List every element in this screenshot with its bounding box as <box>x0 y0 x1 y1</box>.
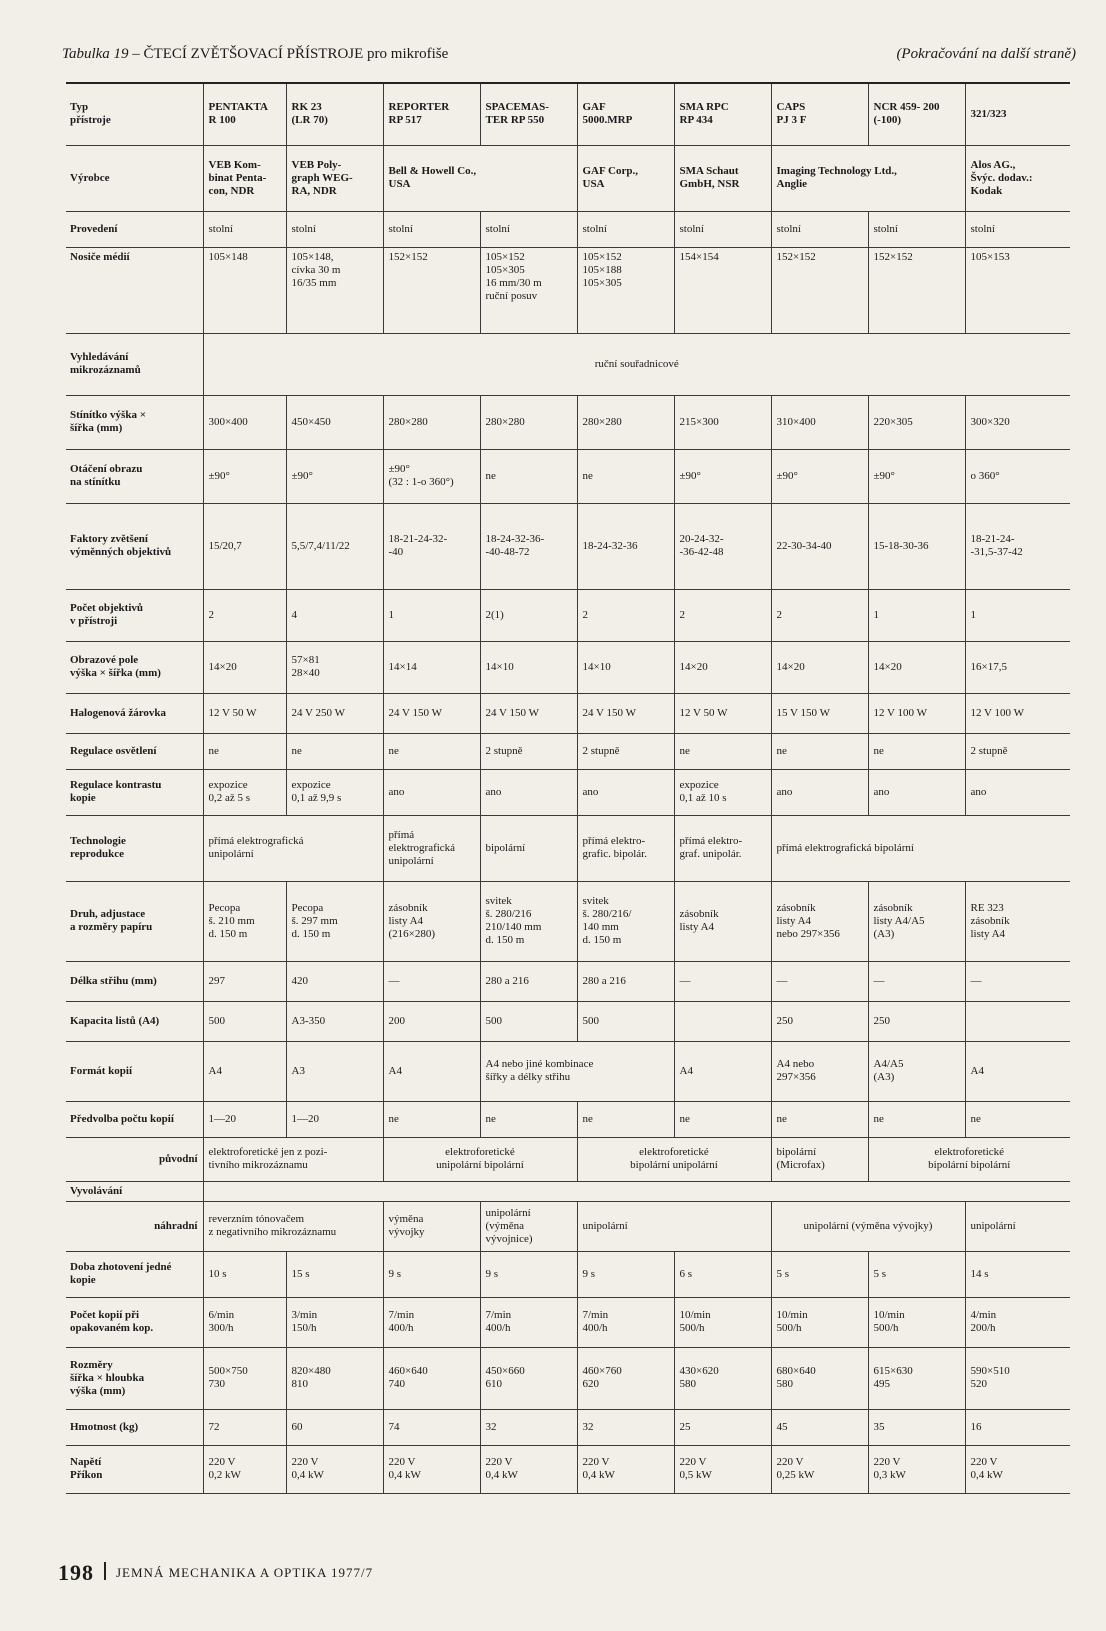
cell: GAF Corp., USA <box>577 145 674 211</box>
cell: 72 <box>203 1409 286 1445</box>
cell: 16×17,5 <box>965 641 1070 693</box>
cell: 250 <box>868 1001 965 1041</box>
cell: elektroforetické bipolární unipolární <box>577 1137 771 1181</box>
cell: 500×750 730 <box>203 1347 286 1409</box>
cell: 14×14 <box>383 641 480 693</box>
cell: 220 V 0,3 kW <box>868 1445 965 1493</box>
table-title <box>62 46 448 63</box>
cell: expozice 0,1 až 10 s <box>674 769 771 815</box>
cell: PENTAKTA R 100 <box>203 83 286 145</box>
page-number: 198 <box>58 1560 94 1585</box>
cell: expozice 0,2 až 5 s <box>203 769 286 815</box>
row-predvolba <box>66 1101 1070 1137</box>
cell: 280×280 <box>577 395 674 449</box>
cell: 2 stupně <box>577 733 674 769</box>
row-label: Typ přístroje <box>66 83 203 145</box>
row-label: Obrazové pole výška × šířka (mm) <box>66 641 203 693</box>
row-delka-strihu <box>66 961 1070 1001</box>
row-vyvolavani-nahradni <box>66 1201 1070 1251</box>
row-label: Formát kopií <box>66 1041 203 1101</box>
row-doba <box>66 1251 1070 1297</box>
cell: 4 <box>286 589 383 641</box>
cell: 10/min 500/h <box>868 1297 965 1347</box>
cell: 15-18-30-36 <box>868 503 965 589</box>
cell: — <box>383 961 480 1001</box>
cell: 321/323 <box>965 83 1070 145</box>
cell: A4 nebo jiné kombinace šířky a délky střihu <box>480 1041 674 1101</box>
cell: stolní <box>286 211 383 247</box>
cell: 2 <box>674 589 771 641</box>
cell: CAPS PJ 3 F <box>771 83 868 145</box>
cell: stolní <box>480 211 577 247</box>
cell: elektroforetické unipolární bipolární <box>383 1137 577 1181</box>
cell: ne <box>577 1101 674 1137</box>
row-label: Faktory zvětšení výměnných objektivů <box>66 503 203 589</box>
cell: ne <box>771 733 868 769</box>
cell: reverzním tónovačem z negativního mikrozáznamu <box>203 1201 383 1251</box>
cell: 105×152 105×305 16 mm/30 m ruční posuv <box>480 247 577 333</box>
cell: 215×300 <box>674 395 771 449</box>
cell: 9 s <box>480 1251 577 1297</box>
comparison-table <box>66 82 1070 1494</box>
cell: 1 <box>965 589 1070 641</box>
cell: 680×640 580 <box>771 1347 868 1409</box>
cell: 35 <box>868 1409 965 1445</box>
cell: 152×152 <box>383 247 480 333</box>
cell: 220 V 0,5 kW <box>674 1445 771 1493</box>
cell: ne <box>965 1101 1070 1137</box>
cell: 15 s <box>286 1251 383 1297</box>
cell: 220 V 0,4 kW <box>286 1445 383 1493</box>
cell: stolní <box>868 211 965 247</box>
row-label: Provedení <box>66 211 203 247</box>
cell: 18-21-24-32- -40 <box>383 503 480 589</box>
cell: ano <box>771 769 868 815</box>
cell: A4 <box>383 1041 480 1101</box>
cell: Pecopa š. 210 mm d. 150 m <box>203 881 286 961</box>
cell: ne <box>383 733 480 769</box>
cell: 12 V 100 W <box>965 693 1070 733</box>
cell: svitek š. 280/216/ 140 mm d. 150 m <box>577 881 674 961</box>
cell: 220 V 0,4 kW <box>577 1445 674 1493</box>
cell: 820×480 810 <box>286 1347 383 1409</box>
row-obrazove-pole <box>66 641 1070 693</box>
cell: 460×640 740 <box>383 1347 480 1409</box>
cell: ano <box>383 769 480 815</box>
cell: 32 <box>480 1409 577 1445</box>
row-label: Kapacita listů (A4) <box>66 1001 203 1041</box>
cell: — <box>868 961 965 1001</box>
cell: 12 V 50 W <box>203 693 286 733</box>
cell: 154×154 <box>674 247 771 333</box>
cell: A4 <box>674 1041 771 1101</box>
cell: 220 V 0,2 kW <box>203 1445 286 1493</box>
cell: přímá elektro- grafic. bipolár. <box>577 815 674 881</box>
cell: 5 s <box>771 1251 868 1297</box>
cell: přímá elektrografická unipolární <box>383 815 480 881</box>
row-label: Doba zhotovení jedné kopie <box>66 1251 203 1297</box>
cell: svitek š. 280/216 210/140 mm d. 150 m <box>480 881 577 961</box>
cell: 7/min 400/h <box>480 1297 577 1347</box>
row-label: Otáčení obrazu na stínítku <box>66 449 203 503</box>
row-vyvolavani <box>66 1181 1070 1201</box>
cell: 6/min 300/h <box>203 1297 286 1347</box>
cell: 18-24-32-36- -40-48-72 <box>480 503 577 589</box>
cell: 500 <box>203 1001 286 1041</box>
row-label: Vyhledávání mikrozáznamů <box>66 333 203 395</box>
cell: zásobník listy A4 (216×280) <box>383 881 480 961</box>
cell: 10/min 500/h <box>771 1297 868 1347</box>
cell: ±90° <box>868 449 965 503</box>
journal-name: JEMNÁ MECHANIKA A OPTIKA 1977/7 <box>116 1565 374 1580</box>
row-label: Délka střihu (mm) <box>66 961 203 1001</box>
row-label: Vyvolávání <box>66 1181 203 1201</box>
cell: 590×510 520 <box>965 1347 1070 1409</box>
row-label: Hmotnost (kg) <box>66 1409 203 1445</box>
row-technologie <box>66 815 1070 881</box>
row-typ <box>66 83 1070 145</box>
cell: ne <box>383 1101 480 1137</box>
cell: ±90° <box>286 449 383 503</box>
row-regulace-osvetleni <box>66 733 1070 769</box>
cell: stolní <box>577 211 674 247</box>
cell: 220 V 0,4 kW <box>480 1445 577 1493</box>
row-label: Výrobce <box>66 145 203 211</box>
cell: Imaging Technology Ltd., Anglie <box>771 145 965 211</box>
cell: 1—20 <box>203 1101 286 1137</box>
row-stinitko <box>66 395 1070 449</box>
cell: zásobník listy A4/A5 (A3) <box>868 881 965 961</box>
cell: 105×152 105×188 105×305 <box>577 247 674 333</box>
cell: 18-24-32-36 <box>577 503 674 589</box>
cell: 310×400 <box>771 395 868 449</box>
row-label: Počet kopií při opakovaném kop. <box>66 1297 203 1347</box>
cell: 200 <box>383 1001 480 1041</box>
cell: 500 <box>577 1001 674 1041</box>
cell: 450×450 <box>286 395 383 449</box>
cell: stolní <box>965 211 1070 247</box>
cell: 300×320 <box>965 395 1070 449</box>
cell: 2 stupně <box>965 733 1070 769</box>
cell: 1 <box>868 589 965 641</box>
cell: přímá elektrografická unipolární <box>203 815 383 881</box>
cell: 14×20 <box>771 641 868 693</box>
cell: 20-24-32- -36-42-48 <box>674 503 771 589</box>
cell: stolní <box>383 211 480 247</box>
cell: 280×280 <box>480 395 577 449</box>
cell: o 360° <box>965 449 1070 503</box>
cell: 2(1) <box>480 589 577 641</box>
cell: 14×20 <box>868 641 965 693</box>
cell: 280 a 216 <box>577 961 674 1001</box>
cell: 14×10 <box>577 641 674 693</box>
cell: ne <box>577 449 674 503</box>
row-vyrobce <box>66 145 1070 211</box>
cell: ±90° <box>674 449 771 503</box>
row-druh-papiru <box>66 881 1070 961</box>
cell <box>203 1181 1070 1201</box>
cell: A3 <box>286 1041 383 1101</box>
cell: 22-30-34-40 <box>771 503 868 589</box>
cell: RK 23 (LR 70) <box>286 83 383 145</box>
cell: elektroforetické jen z pozi- tivního mikrozáznamu <box>203 1137 383 1181</box>
cell: ano <box>480 769 577 815</box>
cell: bipolární <box>480 815 577 881</box>
cell: 105×153 <box>965 247 1070 333</box>
cell: Bell & Howell Co., USA <box>383 145 577 211</box>
cell: VEB Poly- graph WEG- RA, NDR <box>286 145 383 211</box>
cell: 32 <box>577 1409 674 1445</box>
cell: SMA Schaut GmbH, NSR <box>674 145 771 211</box>
row-vyvolavani-puvodni <box>66 1137 1070 1181</box>
cell: A4/A5 (A3) <box>868 1041 965 1101</box>
cell: A4 <box>203 1041 286 1101</box>
cell: 24 V 250 W <box>286 693 383 733</box>
row-faktory <box>66 503 1070 589</box>
cell: 450×660 610 <box>480 1347 577 1409</box>
row-label: Rozměry šířka × hloubka výška (mm) <box>66 1347 203 1409</box>
cell <box>674 1001 771 1041</box>
cell: 280 a 216 <box>480 961 577 1001</box>
cell: ano <box>868 769 965 815</box>
cell: unipolární (výměna vývojnice) <box>480 1201 577 1251</box>
cell: 14×20 <box>674 641 771 693</box>
cell: ruční souřadnicové <box>203 333 1070 395</box>
cell: 16 <box>965 1409 1070 1445</box>
footer-divider <box>104 1562 106 1580</box>
cell: stolní <box>674 211 771 247</box>
cell: ne <box>203 733 286 769</box>
row-label: Druh, adjustace a rozměry papíru <box>66 881 203 961</box>
cell: 152×152 <box>771 247 868 333</box>
cell: 5,5/7,4/11/22 <box>286 503 383 589</box>
cell: 9 s <box>577 1251 674 1297</box>
cell: — <box>771 961 868 1001</box>
row-label: Napětí Příkon <box>66 1445 203 1493</box>
cell: 24 V 150 W <box>577 693 674 733</box>
cell: ne <box>286 733 383 769</box>
cell: NCR 459- 200 (-100) <box>868 83 965 145</box>
cell: ne <box>480 1101 577 1137</box>
cell: 1—20 <box>286 1101 383 1137</box>
cell: 5 s <box>868 1251 965 1297</box>
table-number: Tabulka 19 <box>62 46 129 62</box>
cell: zásobník listy A4 nebo 297×356 <box>771 881 868 961</box>
cell: 152×152 <box>868 247 965 333</box>
cell: 74 <box>383 1409 480 1445</box>
cell: REPORTER RP 517 <box>383 83 480 145</box>
cell: 4/min 200/h <box>965 1297 1070 1347</box>
cell: 297 <box>203 961 286 1001</box>
row-label: Regulace kontrastu kopie <box>66 769 203 815</box>
cell: ne <box>480 449 577 503</box>
cell: ne <box>868 1101 965 1137</box>
cell: výměna vývojky <box>383 1201 480 1251</box>
cell: 105×148 <box>203 247 286 333</box>
row-label: Halogenová žárovka <box>66 693 203 733</box>
cell: ±90° (32 : 1-o 360°) <box>383 449 480 503</box>
continued-note: (Pokračování na další straně) <box>896 46 1076 62</box>
row-label: Nosiče médií <box>66 247 203 333</box>
cell: 24 V 150 W <box>480 693 577 733</box>
row-label: náhradní <box>66 1201 203 1251</box>
cell: ne <box>674 1101 771 1137</box>
cell: 105×148, cívka 30 m 16/35 mm <box>286 247 383 333</box>
cell: zásobník listy A4 <box>674 881 771 961</box>
cell: 2 <box>203 589 286 641</box>
cell: ano <box>965 769 1070 815</box>
row-halogen <box>66 693 1070 733</box>
row-provedeni <box>66 211 1070 247</box>
cell: 460×760 620 <box>577 1347 674 1409</box>
cell: 60 <box>286 1409 383 1445</box>
cell: 25 <box>674 1409 771 1445</box>
cell: stolní <box>771 211 868 247</box>
row-pocet-kopii <box>66 1297 1070 1347</box>
row-nosice <box>66 247 1070 333</box>
row-label: Stínítko výška × šířka (mm) <box>66 395 203 449</box>
cell: 10/min 500/h <box>674 1297 771 1347</box>
cell: 280×280 <box>383 395 480 449</box>
cell: ne <box>868 733 965 769</box>
row-label: Technologie reprodukce <box>66 815 203 881</box>
cell: Pecopa š. 297 mm d. 150 m <box>286 881 383 961</box>
cell: 15 V 150 W <box>771 693 868 733</box>
row-label: původní <box>66 1137 203 1181</box>
row-vyhledavani <box>66 333 1070 395</box>
cell: 615×630 495 <box>868 1347 965 1409</box>
cell: 2 stupně <box>480 733 577 769</box>
cell: 220 V 0,4 kW <box>965 1445 1070 1493</box>
cell: ±90° <box>771 449 868 503</box>
cell: 2 <box>771 589 868 641</box>
table-title-text: – ČTECÍ ZVĚTŠOVACÍ PŘÍSTROJE pro mikrofiše <box>128 46 449 62</box>
cell: expozice 0,1 až 9,9 s <box>286 769 383 815</box>
cell: 7/min 400/h <box>383 1297 480 1347</box>
cell: 57×81 28×40 <box>286 641 383 693</box>
cell: 1 <box>383 589 480 641</box>
cell: RE 323 zásobník listy A4 <box>965 881 1070 961</box>
cell: 14×20 <box>203 641 286 693</box>
cell: ne <box>771 1101 868 1137</box>
row-pocet-objektivu <box>66 589 1070 641</box>
cell: 12 V 100 W <box>868 693 965 733</box>
row-format-kopii <box>66 1041 1070 1101</box>
row-regulace-kontrastu <box>66 769 1070 815</box>
cell: 10 s <box>203 1251 286 1297</box>
cell: ±90° <box>203 449 286 503</box>
row-label: Počet objektivů v přístroji <box>66 589 203 641</box>
cell: 45 <box>771 1409 868 1445</box>
cell: — <box>965 961 1070 1001</box>
cell: 250 <box>771 1001 868 1041</box>
cell: 300×400 <box>203 395 286 449</box>
cell: ano <box>577 769 674 815</box>
cell: unipolární <box>965 1201 1070 1251</box>
cell: GAF 5000.MRP <box>577 83 674 145</box>
cell: 220×305 <box>868 395 965 449</box>
cell: 3/min 150/h <box>286 1297 383 1347</box>
cell: přímá elektro- graf. unipolár. <box>674 815 771 881</box>
cell: SMA RPC RP 434 <box>674 83 771 145</box>
row-rozmery <box>66 1347 1070 1409</box>
cell: 18-21-24- -31,5-37-42 <box>965 503 1070 589</box>
row-kapacita <box>66 1001 1070 1041</box>
cell: 9 s <box>383 1251 480 1297</box>
cell: bipolární (Microfax) <box>771 1137 868 1181</box>
cell: unipolární (výměna vývojky) <box>771 1201 965 1251</box>
cell: SPACEMAS- TER RP 550 <box>480 83 577 145</box>
cell: 220 V 0,4 kW <box>383 1445 480 1493</box>
cell: unipolární <box>577 1201 771 1251</box>
cell: elektroforetické bipolární bipolární <box>868 1137 1070 1181</box>
cell: A4 <box>965 1041 1070 1101</box>
page-header <box>62 46 1076 68</box>
cell: 6 s <box>674 1251 771 1297</box>
cell <box>965 1001 1070 1041</box>
cell: Alos AG., Švýc. dodav.: Kodak <box>965 145 1070 211</box>
cell: — <box>674 961 771 1001</box>
cell: 24 V 150 W <box>383 693 480 733</box>
row-hmotnost <box>66 1409 1070 1445</box>
cell: 15/20,7 <box>203 503 286 589</box>
cell: ne <box>674 733 771 769</box>
cell: 2 <box>577 589 674 641</box>
cell: 220 V 0,25 kW <box>771 1445 868 1493</box>
cell: A3-350 <box>286 1001 383 1041</box>
row-otaceni <box>66 449 1070 503</box>
row-napeti <box>66 1445 1070 1493</box>
cell: 7/min 400/h <box>577 1297 674 1347</box>
cell: VEB Kom- binat Penta- con, NDR <box>203 145 286 211</box>
cell: 420 <box>286 961 383 1001</box>
cell: 430×620 580 <box>674 1347 771 1409</box>
cell: stolní <box>203 211 286 247</box>
cell: A4 nebo 297×356 <box>771 1041 868 1101</box>
cell: 14 s <box>965 1251 1070 1297</box>
cell: přímá elektrografická bipolární <box>771 815 1070 881</box>
cell: 12 V 50 W <box>674 693 771 733</box>
row-label: Předvolba počtu kopií <box>66 1101 203 1137</box>
cell: 500 <box>480 1001 577 1041</box>
row-label: Regulace osvětlení <box>66 733 203 769</box>
page-footer <box>58 1560 373 1586</box>
cell: 14×10 <box>480 641 577 693</box>
